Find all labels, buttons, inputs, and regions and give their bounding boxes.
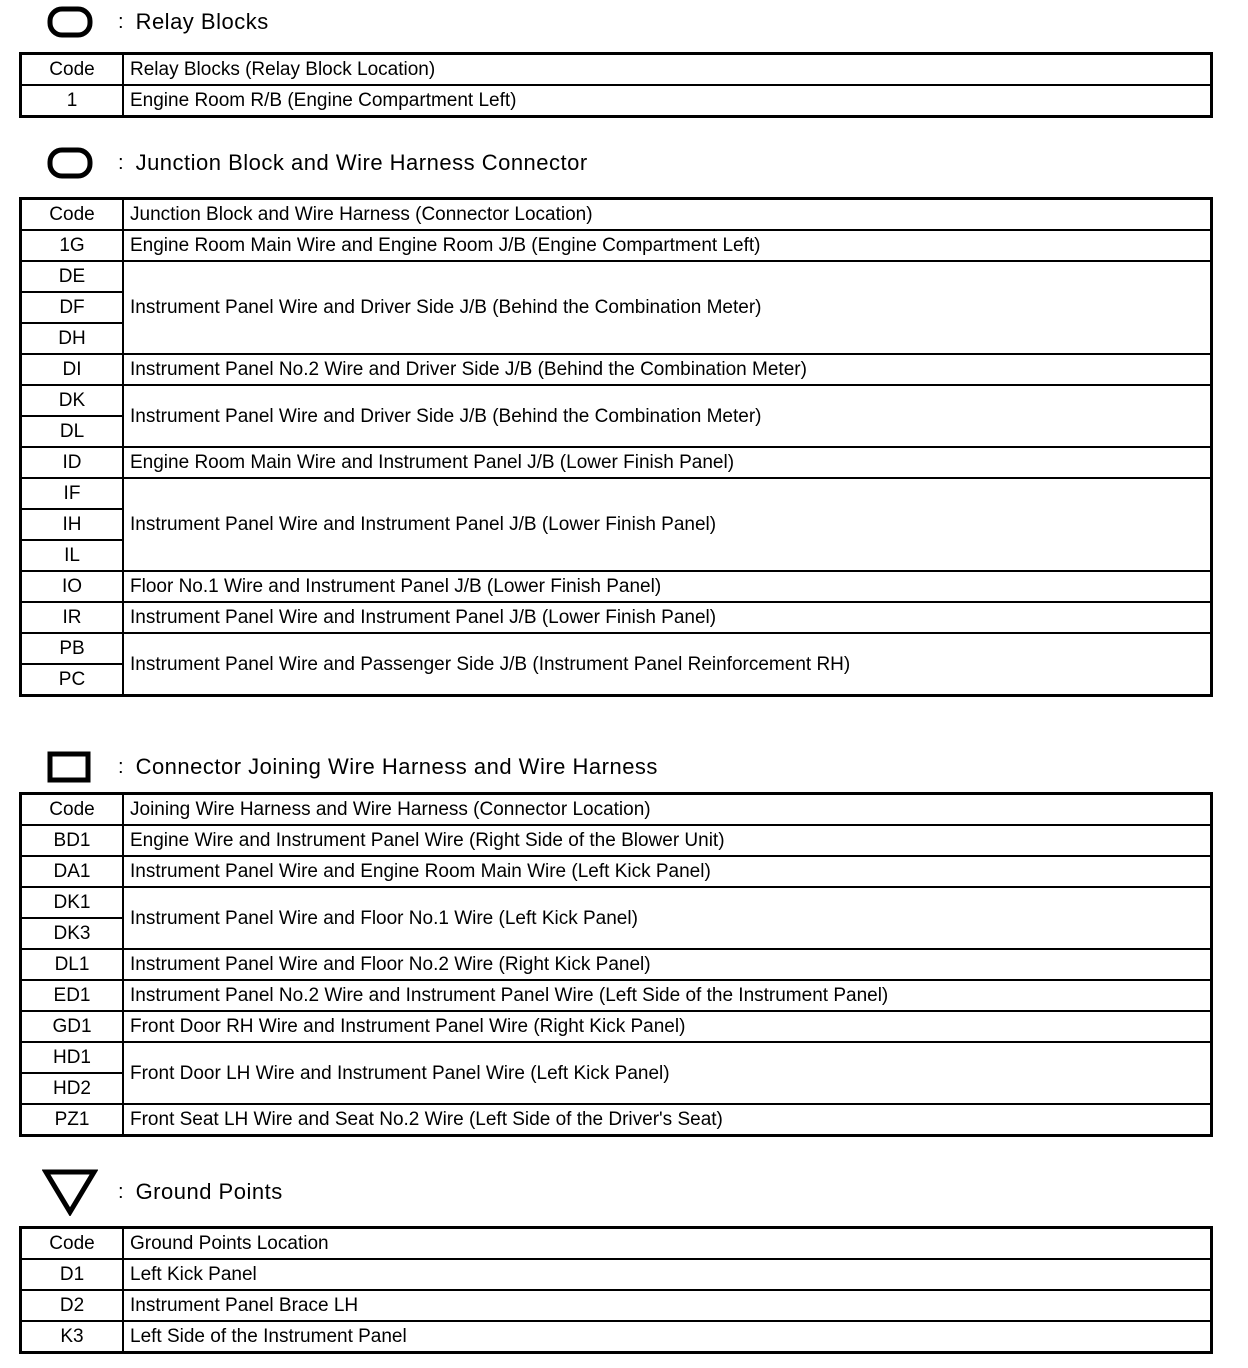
table-row bbox=[21, 261, 1212, 292]
code-column-header: Code bbox=[21, 199, 124, 231]
heading-colon: : bbox=[118, 151, 124, 174]
code-cell: PZ1 bbox=[21, 1104, 124, 1136]
table-row bbox=[21, 633, 1212, 664]
table-row bbox=[21, 1290, 1212, 1321]
location-cell: Floor No.1 Wire and Instrument Panel J/B (Lower Finish Panel) bbox=[123, 571, 1212, 602]
table-row bbox=[21, 385, 1212, 416]
location-cell: Instrument Panel Brace LH bbox=[123, 1290, 1212, 1321]
location-column-header: Relay Blocks (Relay Block Location) bbox=[123, 54, 1212, 86]
code-cell: ED1 bbox=[21, 980, 124, 1011]
code-cell: DK3 bbox=[21, 918, 124, 949]
table-row bbox=[21, 980, 1212, 1011]
table-row bbox=[21, 1321, 1212, 1353]
location-cell: Instrument Panel Wire and Engine Room Main Wire (Left Kick Panel) bbox=[123, 856, 1212, 887]
table-row bbox=[21, 856, 1212, 887]
code-cell: IH bbox=[21, 509, 124, 540]
location-cell: Instrument Panel Wire and Driver Side J/B (Behind the Combination Meter) bbox=[123, 385, 1212, 447]
table-row bbox=[21, 1011, 1212, 1042]
section-title: Junction Block and Wire Harness Connector bbox=[135, 150, 588, 175]
location-cell: Left Side of the Instrument Panel bbox=[123, 1321, 1212, 1353]
code-cell: D1 bbox=[21, 1259, 124, 1290]
location-cell: Engine Wire and Instrument Panel Wire (Right Side of the Blower Unit) bbox=[123, 825, 1212, 856]
table-row bbox=[21, 1259, 1212, 1290]
table-row bbox=[21, 1104, 1212, 1136]
heading-colon: : bbox=[118, 10, 124, 33]
code-cell: IO bbox=[21, 571, 124, 602]
code-cell: 1 bbox=[21, 85, 124, 117]
location-column-header: Ground Points Location bbox=[123, 1228, 1212, 1260]
code-cell: PC bbox=[21, 664, 124, 696]
table-row bbox=[21, 478, 1212, 509]
location-cell: Instrument Panel No.2 Wire and Driver Side J/B (Behind the Combination Meter) bbox=[123, 354, 1212, 385]
code-cell: HD2 bbox=[21, 1073, 124, 1104]
code-cell: DK1 bbox=[21, 887, 124, 918]
code-cell: IR bbox=[21, 602, 124, 633]
code-cell: DH bbox=[21, 323, 124, 354]
section-heading-connector-joining bbox=[40, 745, 658, 789]
table-row bbox=[21, 230, 1212, 261]
ground-points-table bbox=[19, 1226, 1213, 1354]
table-row bbox=[21, 602, 1212, 633]
location-column-header: Joining Wire Harness and Wire Harness (Connector Location) bbox=[123, 794, 1212, 826]
connector-joining-table bbox=[19, 792, 1213, 1137]
code-column-header: Code bbox=[21, 1228, 124, 1260]
heading-colon: : bbox=[118, 755, 124, 778]
code-cell: D2 bbox=[21, 1290, 124, 1321]
connector-symbol-icon bbox=[40, 745, 100, 789]
code-cell: GD1 bbox=[21, 1011, 124, 1042]
code-cell: DL bbox=[21, 416, 124, 447]
location-cell: Instrument Panel Wire and Instrument Panel J/B (Lower Finish Panel) bbox=[123, 478, 1212, 571]
location-cell: Front Seat LH Wire and Seat No.2 Wire (Left Side of the Driver's Seat) bbox=[123, 1104, 1212, 1136]
code-cell: DA1 bbox=[21, 856, 124, 887]
location-cell: Front Door RH Wire and Instrument Panel Wire (Right Kick Panel) bbox=[123, 1011, 1212, 1042]
code-column-header: Code bbox=[21, 794, 124, 826]
section-title: Connector Joining Wire Harness and Wire Harness bbox=[135, 754, 658, 779]
table-row bbox=[21, 1042, 1212, 1073]
code-cell: PB bbox=[21, 633, 124, 664]
junction-block-table bbox=[19, 197, 1213, 697]
code-cell: DE bbox=[21, 261, 124, 292]
table-row bbox=[21, 949, 1212, 980]
location-cell: Front Door LH Wire and Instrument Panel Wire (Left Kick Panel) bbox=[123, 1042, 1212, 1104]
relay-block-symbol-icon bbox=[40, 0, 100, 44]
code-cell: HD1 bbox=[21, 1042, 124, 1073]
code-cell: ID bbox=[21, 447, 124, 478]
table-row bbox=[21, 887, 1212, 918]
table-row bbox=[21, 825, 1212, 856]
location-cell: Instrument Panel Wire and Floor No.2 Wire (Right Kick Panel) bbox=[123, 949, 1212, 980]
code-cell: IL bbox=[21, 540, 124, 571]
junction-block-symbol-icon bbox=[40, 141, 100, 185]
section-title: Ground Points bbox=[135, 1179, 283, 1204]
section-title: Relay Blocks bbox=[135, 9, 269, 34]
code-column-header: Code bbox=[21, 54, 124, 86]
table-header-row bbox=[21, 794, 1212, 826]
table-row bbox=[21, 571, 1212, 602]
code-cell: BD1 bbox=[21, 825, 124, 856]
location-cell: Instrument Panel Wire and Passenger Side J/B (Instrument Panel Reinforcement RH) bbox=[123, 633, 1212, 696]
location-cell: Engine Room R/B (Engine Compartment Left) bbox=[123, 85, 1212, 117]
location-column-header: Junction Block and Wire Harness (Connector Location) bbox=[123, 199, 1212, 231]
code-cell: IF bbox=[21, 478, 124, 509]
location-cell: Left Kick Panel bbox=[123, 1259, 1212, 1290]
table-header-row bbox=[21, 199, 1212, 231]
section-heading-junction-block bbox=[40, 141, 588, 185]
table-header-row bbox=[21, 1228, 1212, 1260]
relay-blocks-table bbox=[19, 52, 1213, 118]
code-cell: DI bbox=[21, 354, 124, 385]
table-header-row bbox=[21, 54, 1212, 86]
table-row bbox=[21, 354, 1212, 385]
location-cell: Instrument Panel No.2 Wire and Instrument Panel Wire (Left Side of the Instrument Panel) bbox=[123, 980, 1212, 1011]
section-heading-relay-blocks bbox=[40, 0, 269, 44]
code-cell: DF bbox=[21, 292, 124, 323]
section-heading-ground-points bbox=[40, 1170, 283, 1214]
code-cell: K3 bbox=[21, 1321, 124, 1353]
location-cell: Engine Room Main Wire and Instrument Panel J/B (Lower Finish Panel) bbox=[123, 447, 1212, 478]
code-cell: 1G bbox=[21, 230, 124, 261]
table-row bbox=[21, 447, 1212, 478]
location-cell: Instrument Panel Wire and Driver Side J/B (Behind the Combination Meter) bbox=[123, 261, 1212, 354]
location-cell: Instrument Panel Wire and Instrument Panel J/B (Lower Finish Panel) bbox=[123, 602, 1212, 633]
heading-colon: : bbox=[118, 1180, 124, 1203]
code-cell: DK bbox=[21, 385, 124, 416]
table-row bbox=[21, 85, 1212, 117]
code-cell: DL1 bbox=[21, 949, 124, 980]
location-cell: Instrument Panel Wire and Floor No.1 Wire (Left Kick Panel) bbox=[123, 887, 1212, 949]
ground-point-triangle-icon bbox=[40, 1170, 100, 1214]
location-cell: Engine Room Main Wire and Engine Room J/B (Engine Compartment Left) bbox=[123, 230, 1212, 261]
